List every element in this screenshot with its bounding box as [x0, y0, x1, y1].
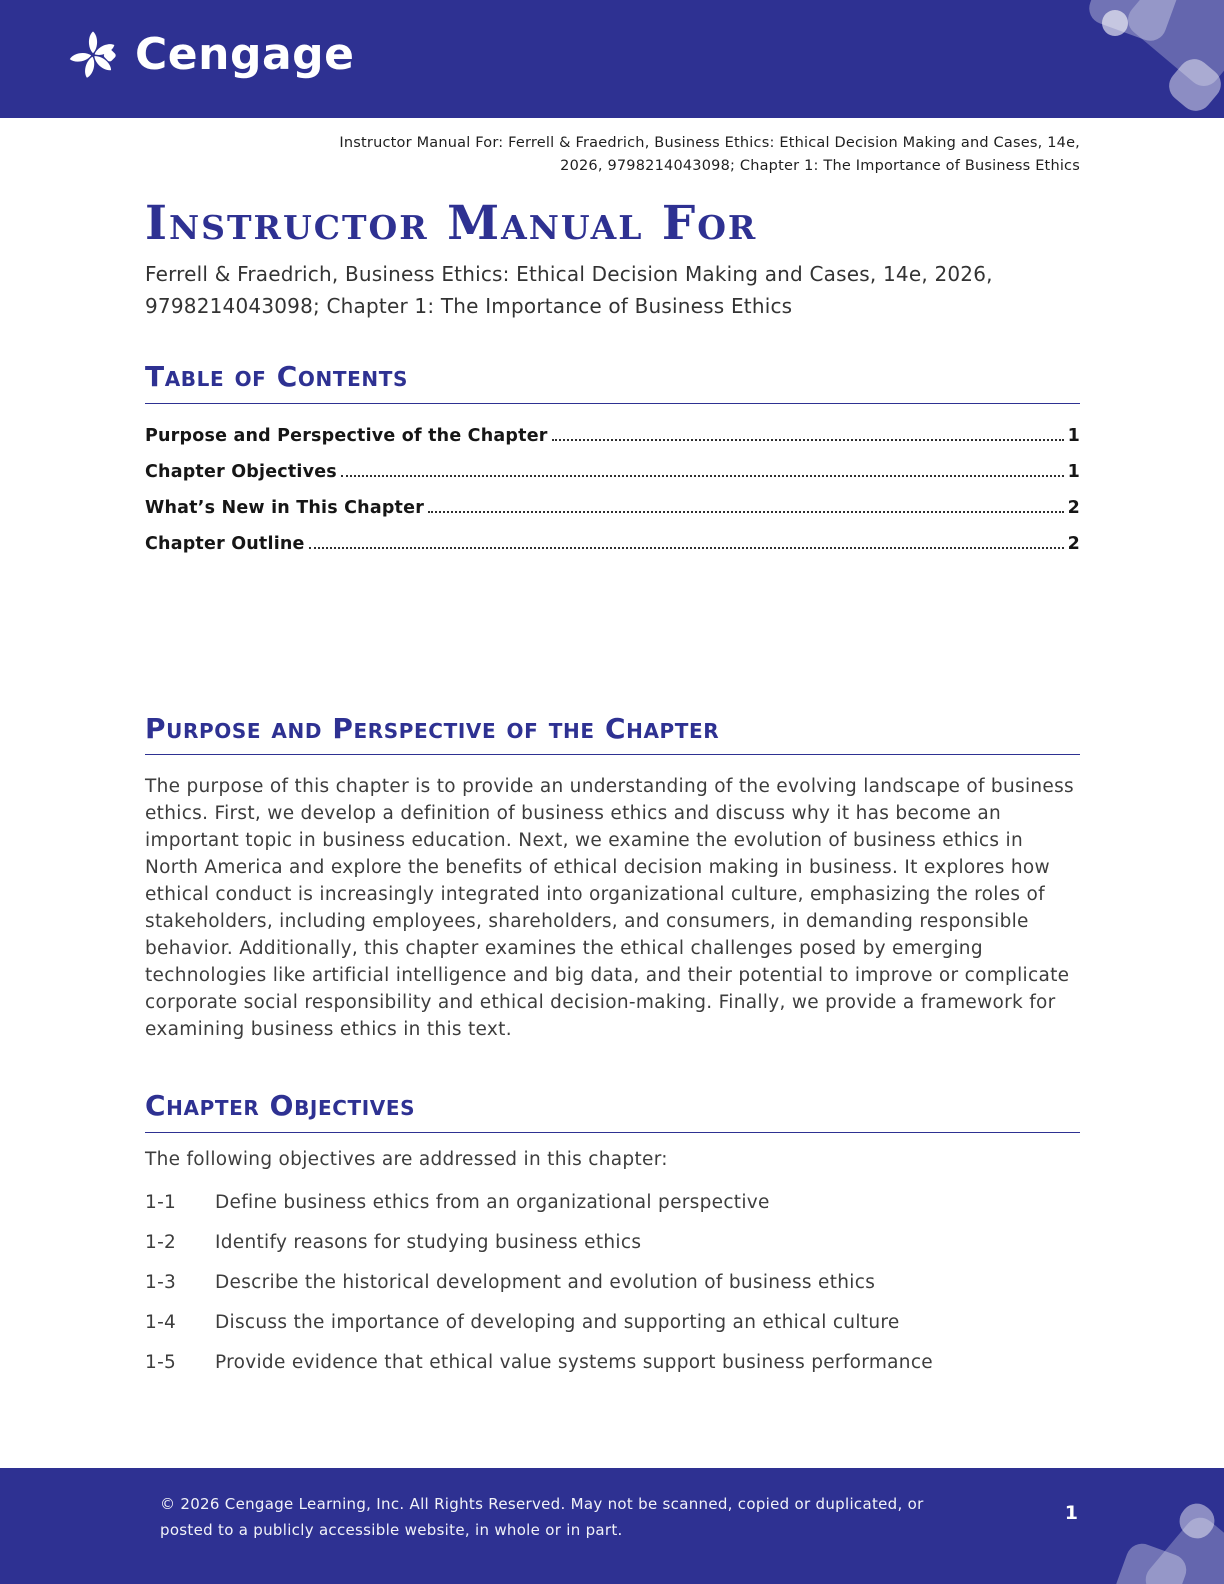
- toc-dotted-leader: [552, 439, 1064, 441]
- section-purpose: [145, 712, 1080, 1044]
- cengage-logo: [64, 26, 354, 84]
- table-of-contents: [145, 426, 1080, 554]
- cengage-logo-icon: [64, 26, 122, 84]
- toc-entry-label: What’s New in This Chapter: [145, 497, 425, 518]
- cengage-logo-text: Cengage: [135, 29, 355, 80]
- running-head-line1: Instructor Manual For: Ferrell & Fraedrich, Business Ethics: Ethical Decision Making and Cases, 14e,: [339, 135, 1080, 151]
- header-band: [0, 0, 1224, 118]
- toc-dotted-leader: [341, 475, 1064, 477]
- objective-item: [145, 1270, 1080, 1296]
- toc-entry-page: 1: [1067, 461, 1080, 482]
- toc-entry[interactable]: [145, 534, 1080, 554]
- purpose-body-paragraph: The purpose of this chapter is to provide an understanding of the evolving landscape of business ethics. First, we develop a definition of business ethics and discuss why it has become an important topic in business education. Next, we examine the evolution of business ethics in North America and explore the benefits of ethical decision making in business. It explores how ethical conduct is increasingly integrated into organizational culture, emphasizing the roles of stakeholders, including employees, shareholders, and consumers, in demanding responsible behavior. Additionally, this chapter examines the ethical challenges posed by emerging technologies like artificial intelligence and big data, and their potential to improve or complicate corporate social responsibility and ethical decision-making. Finally, we provide a framework for examining business ethics in this text.: [145, 776, 1074, 1041]
- toc-entry-label: Chapter Outline: [145, 533, 305, 554]
- toc-entry-page: 1: [1067, 425, 1080, 446]
- section-objectives: [145, 1089, 1080, 1376]
- page-content: [145, 118, 1080, 1390]
- objective-number: 1-2: [145, 1231, 177, 1253]
- footer-copyright: [160, 1492, 924, 1543]
- objective-text: Identify reasons for studying business ethics: [215, 1231, 642, 1253]
- objective-number: 1-1: [145, 1191, 177, 1213]
- objective-item: [145, 1190, 1080, 1216]
- toc-entry-page: 2: [1067, 497, 1080, 518]
- toc-dotted-leader: [428, 511, 1064, 513]
- objectives-list: [145, 1190, 1080, 1376]
- objective-text: Discuss the importance of developing and supporting an ethical culture: [215, 1311, 900, 1333]
- objective-number: 1-4: [145, 1311, 177, 1333]
- toc-heading: Table of Contents: [145, 360, 408, 394]
- toc-entry-label: Purpose and Perspective of the Chapter: [145, 425, 548, 446]
- purpose-heading-rule: [145, 712, 1080, 756]
- objective-text: Describe the historical development and evolution of business ethics: [215, 1271, 876, 1293]
- toc-entry[interactable]: [145, 498, 1080, 518]
- toc-heading-rule: [145, 360, 1080, 404]
- objective-item: [145, 1310, 1080, 1336]
- objectives-intro: The following objectives are addressed in this chapter:: [145, 1148, 668, 1170]
- document-subtitle: Ferrell & Fraedrich, Business Ethics: Ethical Decision Making and Cases, 14e, 2026, 9798214043098; Chapter 1: The Importance of Business Ethics: [145, 262, 993, 318]
- running-head: [145, 132, 1080, 178]
- objectives-heading: Chapter Objectives: [145, 1089, 416, 1123]
- purpose-heading: Purpose and Perspective of the Chapter: [145, 711, 720, 745]
- objective-item: [145, 1350, 1080, 1376]
- document-title: Instructor Manual For: [145, 196, 758, 252]
- objective-number: 1-3: [145, 1271, 177, 1293]
- objective-text: Define business ethics from an organizational perspective: [215, 1191, 770, 1213]
- toc-dotted-leader: [309, 547, 1064, 549]
- objectives-heading-rule: [145, 1089, 1080, 1133]
- toc-entry[interactable]: [145, 426, 1080, 446]
- objective-text: Provide evidence that ethical value systems support business performance: [215, 1351, 933, 1373]
- page-number: 1: [1064, 1502, 1078, 1524]
- footer-copyright-line2: posted to a publicly accessible website, in whole or in part.: [160, 1520, 623, 1539]
- footer-band: [0, 1468, 1224, 1584]
- toc-entry-page: 2: [1067, 533, 1080, 554]
- objective-item: [145, 1230, 1080, 1256]
- running-head-line2: 2026, 9798214043098; Chapter 1: The Importance of Business Ethics: [560, 158, 1080, 175]
- footer-copyright-line1: © 2026 Cengage Learning, Inc. All Rights Reserved. May not be scanned, copied or duplicated, or: [160, 1495, 924, 1513]
- objective-number: 1-5: [145, 1351, 177, 1373]
- toc-entry[interactable]: [145, 462, 1080, 482]
- toc-entry-label: Chapter Objectives: [145, 461, 337, 482]
